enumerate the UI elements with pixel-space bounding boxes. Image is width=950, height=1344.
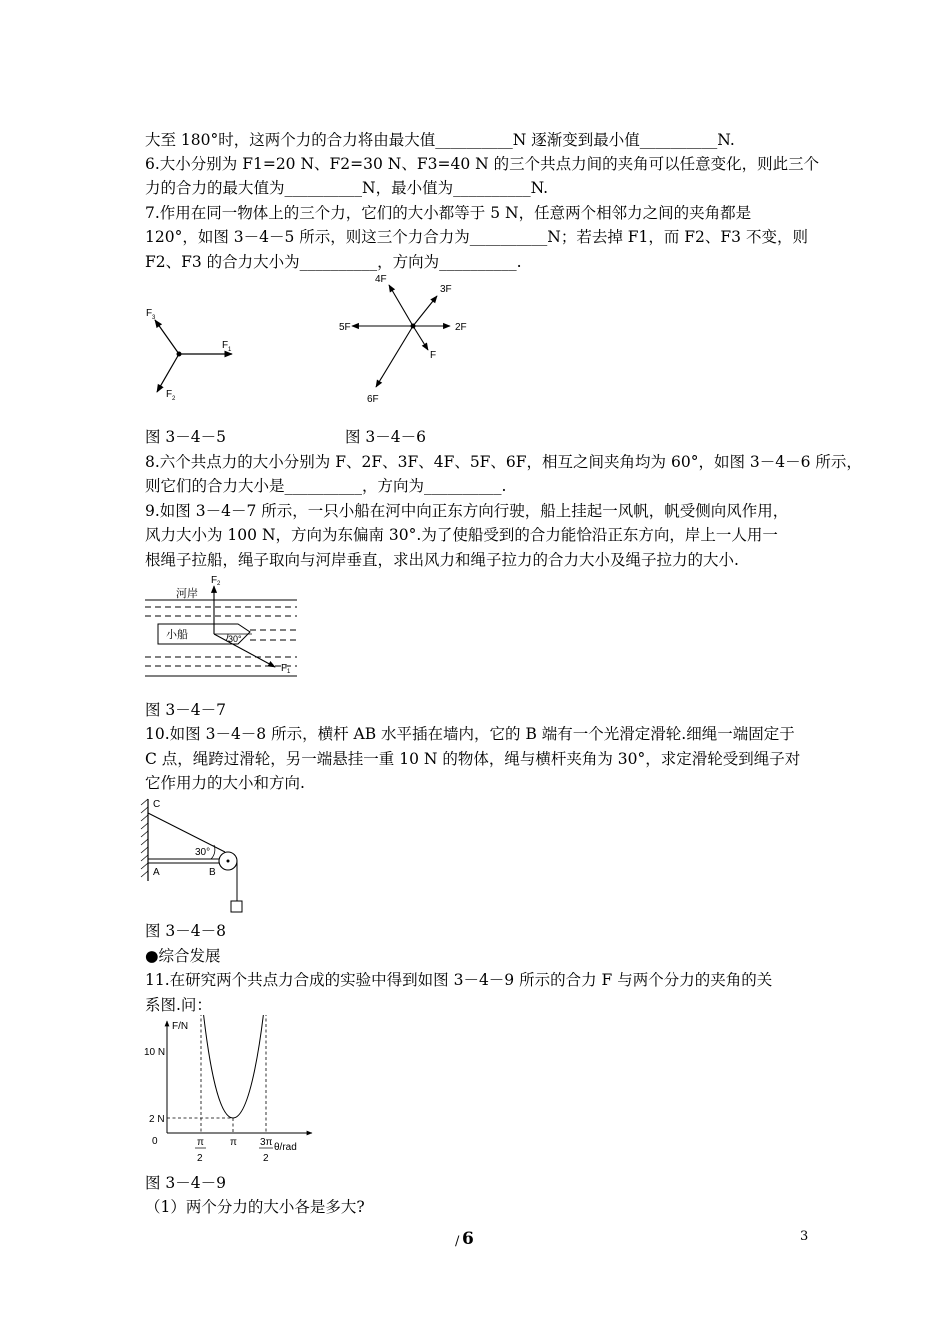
angle-label: 30° [195,847,211,858]
section-heading: ●综合发展 [145,947,221,965]
label-2f: 2F [455,322,467,333]
question-6-line2: 力的合力的最大值为__________N，最小值为__________N. [145,179,549,197]
f2-subscript: 2 [217,581,221,587]
page-slash: / [455,1234,460,1249]
label-b: B [209,867,216,878]
x-tick-pi: π [230,1137,237,1148]
figure-3-4-6 [330,270,480,410]
question-9-line3: 根绳子拉船，绳子取向与河岸垂直，求出风力和绳子拉力的合力大小及绳子拉力的大小. [145,551,739,569]
caption-3-4-7: 图 3－4－7 [145,701,227,719]
question-9-line2: 风力大小为 100 N，方向为东偏南 30°.为了使船受到的合力能恰沿正东方向，岸上一人用一 [145,526,778,544]
question-11-line1: 11.在研究两个共点力合成的实验中得到如图 3－4－9 所示的合力 F 与两个分力的夹角的关 [145,971,773,989]
f2-label: F [211,575,218,586]
label-3f: 3F [440,284,452,295]
bank-label: 河岸 [176,588,198,600]
f2-label: F [166,389,173,400]
y-axis-label: F/N [172,1021,189,1032]
label-f: F [430,350,437,361]
question-10-line2: C 点，绳跨过滑轮，另一端悬挂一重 10 N 的物体，绳与横杆夹角为 30°，求定滑轮受到绳子对 [145,750,801,768]
f3-label: F [146,308,153,319]
label-6f: 6F [367,394,379,405]
question-8-line1: 8.六个共点力的大小分别为 F、2F、3F、4F、5F、6F，相互之间夹角均为 60°，如图 3－4－6 所示， [145,453,862,471]
figure-3-4-5 [140,300,260,410]
question-10-line1: 10.如图 3－4－8 所示，横杆 AB 水平插在墙内，它的 B 端有一个光滑定滑轮.细绳一端固定于 [145,725,795,743]
resultant-force-curve [201,1015,266,1118]
label-a: A [153,867,160,878]
question-7-line2: 120°，如图 3－4－5 所示，则这三个力合力为__________N；若去掉 F1，而 F2、F3 不变，则 [145,228,808,246]
text-line: 大至 180°时，这两个力的合力将由最大值__________N 逐渐变到最小值__________N. [145,131,735,149]
f1-label: F [281,663,288,674]
question-7-line1: 7.作用在同一物体上的三个力，它们的大小都等于 5 N，任意两个相邻力之间的夹角都是 [145,204,752,222]
question-9-line1: 9.如图 3－4－7 所示，一只小船在河中向正东方向行驶，船上挂起一风帆，帆受侧向风作用， [145,502,789,520]
f3-subscript: 3 [152,315,156,321]
f2-subscript: 2 [172,396,176,402]
page-number: 3 [800,1229,809,1244]
question-6-line1: 6.大小分别为 F1=20 N、F2=30 N、F3=40 N 的三个共点力间的夹角可以任意变化，则此三个 [145,155,820,173]
question-11-line2: 系图.问： [145,996,212,1014]
caption-3-4-8: 图 3－4－8 [145,922,227,940]
f1-label: F [222,340,229,351]
angle-label: 30° [228,634,242,644]
caption-3-4-9: 图 3－4－9 [145,1174,227,1192]
label-5f: 5F [339,322,351,333]
label-4f: 4F [375,274,387,285]
boat-label: 小船 [166,629,188,641]
label-c: C [153,799,161,810]
x-tick-3pi-half-num: 3π [260,1137,273,1148]
question-7-line3: F2、F3 的合力大小为__________，方向为__________. [145,253,522,271]
y-tick-10: 10 N [144,1047,166,1058]
f1-subscript: 1 [228,347,232,353]
x-axis-label: θ/rad [274,1142,297,1153]
caption-3-4-6: 图 3－4－6 [345,428,427,446]
figure-3-4-7 [140,570,305,680]
x-tick-pi-half-den: 2 [197,1153,203,1164]
y-tick-2: 2 N [149,1114,165,1125]
figure-3-4-8 [140,795,250,915]
caption-3-4-5: 图 3－4－5 [145,428,227,446]
question-8-line2: 则它们的合力大小是__________，方向为__________. [145,477,507,495]
question-11-part1: （1）两个分力的大小各是多大? [145,1198,365,1216]
question-10-line3: 它作用力的大小和方向. [145,774,305,792]
origin-label: 0 [152,1136,158,1147]
x-tick-3pi-half-den: 2 [263,1153,269,1164]
f1-subscript: 1 [287,669,291,675]
figure-3-4-9-chart [140,1015,330,1170]
x-tick-pi-half-num: π [197,1137,204,1148]
page-total: 6 [462,1229,474,1249]
